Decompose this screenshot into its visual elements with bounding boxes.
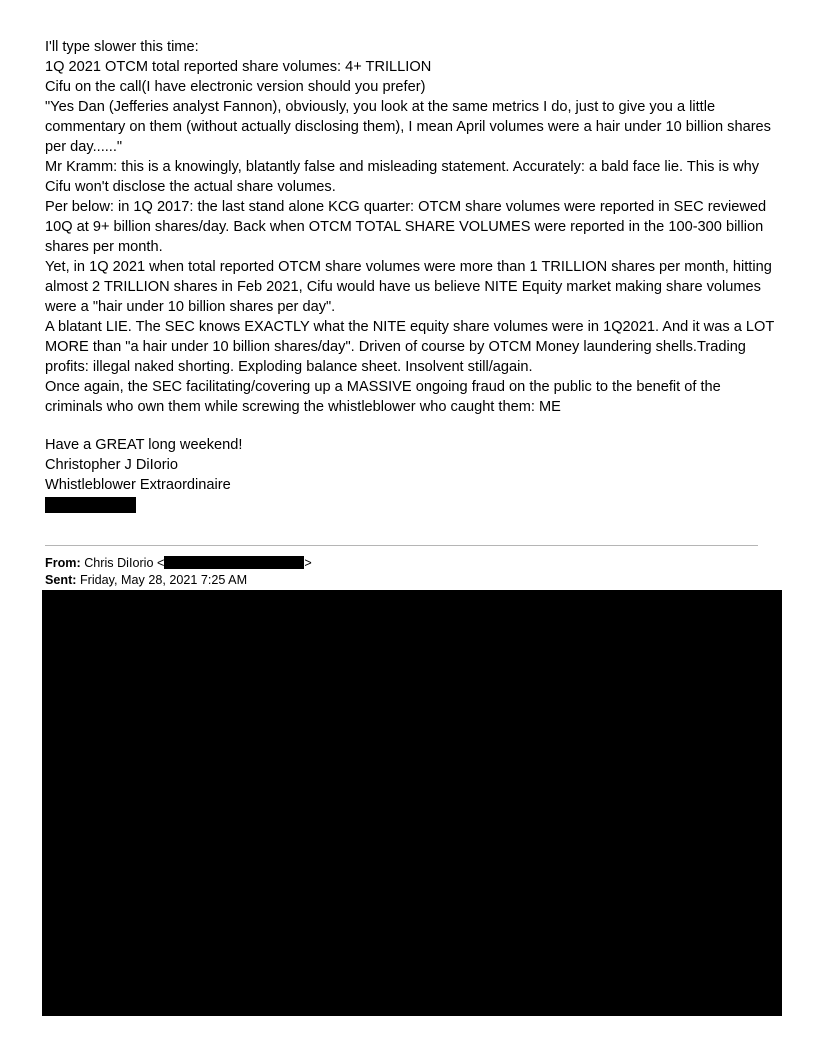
email-redaction [164,556,304,569]
body-line: A blatant LIE. The SEC knows EXACTLY what the NITE equity share volumes were in 1Q2021. And it was a LOT MORE than "a hair under 10 billion shares/day". Driven of course by OTCM Money laundering shells.Trading profits: illegal naked shorting. Exploding balance sheet. Insolvent still/again. [45,319,774,375]
forwarded-header [45,555,312,589]
sent-line [45,572,312,589]
body-line: 1Q 2021 OTCM total reported share volumes: 4+ TRILLION [45,59,432,75]
body-line: Yet, in 1Q 2021 when total reported OTCM share volumes were more than 1 TRILLION shares per month, hitting almost 2 TRILLION shares in Feb 2021, Cifu would have us believe NITE Equity market making share volumes were a "hair under 10 billion shares per day". [45,259,772,315]
separator-line [45,545,758,546]
body-line: Per below: in 1Q 2017: the last stand alone KCG quarter: OTCM share volumes were reported in SEC reviewed 10Q at 9+ billion shares/day. Back when OTCM TOTAL SHARE VOLUMES were reported in the 100-300 billion shares per month. [45,199,767,255]
sent-label: Sent: [45,573,77,587]
body-line: I'll type slower this time: [45,39,199,55]
redaction-block [45,497,136,513]
signature-name: Christopher J DiIorio [45,457,179,473]
from-close: > [304,556,312,570]
email-body [45,37,775,513]
body-line: Once again, the SEC facilitating/covering up a MASSIVE ongoing fraud on the public to the benefit of the criminals who own them while screwing the whistleblower who caught them: ME [45,379,721,415]
paragraph-gap [45,417,775,435]
body-line: Mr Kramm: this is a knowingly, blatantly false and misleading statement. Accurately: a bald face lie. This is why Cifu won't disclose the actual share volumes. [45,159,760,195]
body-line: Cifu on the call(I have electronic version should you prefer) [45,79,426,95]
closing-line: Have a GREAT long weekend! [45,437,243,453]
signature-title: Whistleblower Extraordinaire [45,477,231,493]
sent-value: Friday, May 28, 2021 7:25 AM [79,573,248,587]
from-name: Chris DiIorio < [84,556,165,570]
body-line: "Yes Dan (Jefferies analyst Fannon), obviously, you look at the same metrics I do, just to give you a little commentary on them (without actually disclosing them), I mean April volumes were a hair under 10 billion shares per day......" [45,99,771,155]
from-line [45,555,312,572]
from-label: From: [45,556,81,570]
large-redaction-block [42,590,782,1016]
